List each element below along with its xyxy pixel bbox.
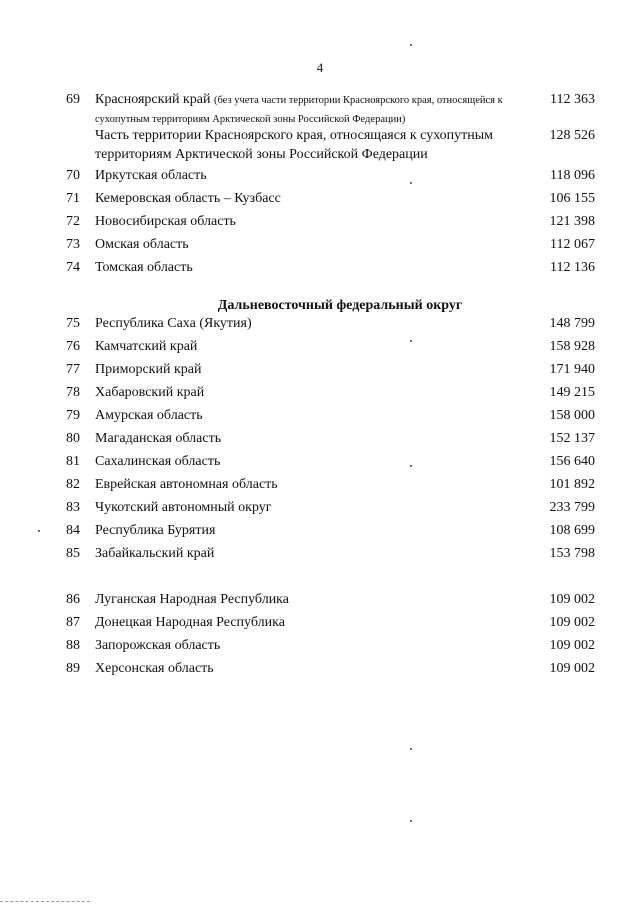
region-value: 152 137	[549, 431, 595, 446]
region-value: 158 000	[549, 408, 595, 423]
scan-edge-mark	[0, 901, 90, 903]
scan-speck	[410, 340, 412, 342]
row-number: 80	[66, 431, 80, 446]
row-number: 85	[66, 546, 80, 561]
region-value: 149 215	[549, 385, 595, 400]
region-name: Амурская область	[95, 408, 203, 423]
scan-speck	[410, 748, 412, 750]
row-number: 72	[66, 214, 80, 229]
row-number: 73	[66, 237, 80, 252]
region-name: Кемеровская область – Кузбасс	[95, 191, 281, 206]
row-number: 89	[66, 661, 80, 676]
region-name: Приморский край	[95, 362, 202, 377]
region-name: Забайкальский край	[95, 546, 215, 561]
region-value: 108 699	[549, 523, 595, 538]
row-number: 75	[66, 316, 80, 331]
region-value: 118 096	[550, 168, 595, 183]
row-number: 71	[66, 191, 80, 206]
row-number: 77	[66, 362, 80, 377]
row-number: 84	[66, 523, 80, 538]
region-name: Сахалинская область	[95, 454, 221, 469]
region-name: Донецкая Народная Республика	[95, 615, 285, 630]
row-number: 78	[66, 385, 80, 400]
region-value: 112 067	[550, 237, 595, 252]
region-name: Луганская Народная Республика	[95, 592, 289, 607]
region-name: Чукотский автономный округ	[95, 500, 272, 515]
scan-speck	[410, 182, 412, 184]
scan-speck	[38, 530, 40, 532]
region-name: Иркутская область	[95, 168, 207, 183]
region-name: Херсонская область	[95, 661, 214, 676]
region-name: Запорожская область	[95, 638, 221, 653]
row-number: 83	[66, 500, 80, 515]
region-name: Магаданская область	[95, 431, 222, 446]
row-number: 70	[66, 168, 80, 183]
region-value: 233 799	[549, 500, 595, 515]
region-name: Часть территории Красноярского края, относящаяся к сухопутным территориям Арктической зоны Российской Федерации	[95, 128, 494, 162]
region-value: 106 155	[549, 191, 595, 206]
row-number: 82	[66, 477, 80, 492]
region-name: Еврейская автономная область	[95, 477, 278, 492]
region-name: Омская область	[95, 237, 189, 252]
region-name-main: Красноярский край	[95, 92, 211, 107]
region-name: Хабаровский край	[95, 385, 205, 400]
row-number: 81	[66, 454, 80, 469]
region-value: 156 640	[549, 454, 595, 469]
region-name-note: (без учета части территории Красноярского края, относящейся к сухопутным территориям Арктической зоны Российской Федерации)	[95, 95, 503, 125]
region-name: Республика Саха (Якутия)	[95, 316, 252, 331]
row-number: 79	[66, 408, 80, 423]
region-name: Новосибирская область	[95, 214, 236, 229]
region-value: 171 940	[549, 362, 595, 377]
row-number: 88	[66, 638, 80, 653]
row-number: 86	[66, 592, 80, 607]
region-value: 109 002	[549, 638, 595, 653]
region-value: 112 136	[550, 260, 595, 275]
region-value: 109 002	[549, 592, 595, 607]
region-value: 158 928	[549, 339, 595, 354]
region-value: 109 002	[549, 661, 595, 676]
region-value: 109 002	[549, 615, 595, 630]
row-number: 76	[66, 339, 80, 354]
region-value: 121 398	[549, 214, 595, 229]
row-number: 69	[66, 92, 80, 107]
region-value: 153 798	[549, 546, 595, 561]
region-value: 148 799	[549, 316, 595, 331]
region-name: Томская область	[95, 260, 193, 275]
row-number: 87	[66, 615, 80, 630]
region-value: 101 892	[549, 477, 595, 492]
row-number: 74	[66, 260, 80, 275]
page-number: 4	[316, 60, 324, 75]
scan-speck	[410, 820, 412, 822]
region-value: 112 363	[550, 92, 595, 107]
scan-speck	[410, 465, 412, 467]
region-name	[95, 90, 515, 128]
section-heading: Дальневосточный федеральный округ	[217, 298, 463, 313]
region-name: Республика Бурятия	[95, 523, 216, 538]
scan-speck	[410, 44, 412, 46]
region-value: 128 526	[549, 128, 595, 143]
region-name: Камчатский край	[95, 339, 198, 354]
